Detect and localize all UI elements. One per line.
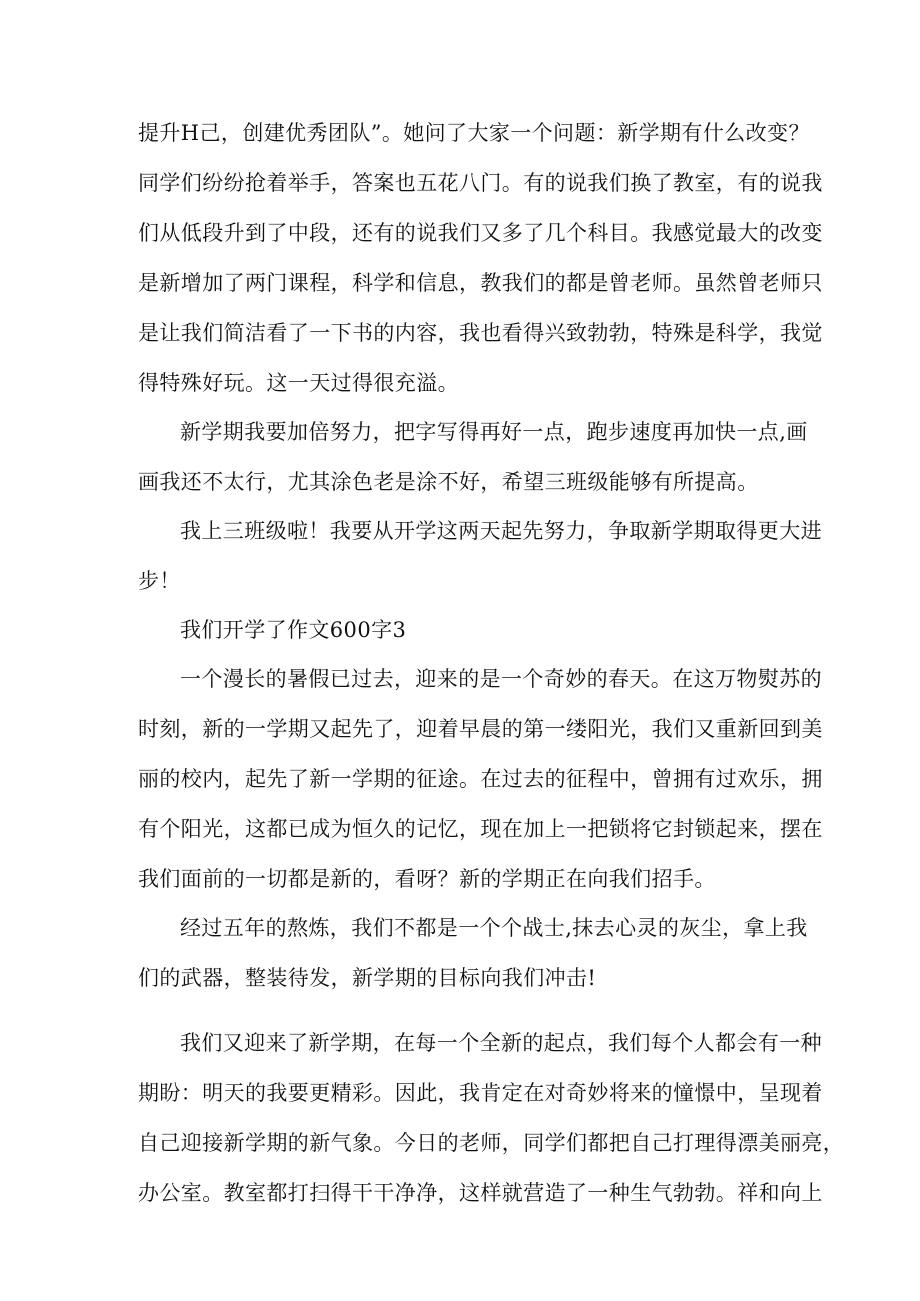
paragraph-4-line-5: 我们面前的一切都是新的，看呀？新的学期正在向我们招手。 — [138, 867, 716, 891]
paragraph-6-line-4: 办公室。教室都打扫得干干净净，这样就营造了一种生气勃勃。祥和向上 — [138, 1181, 823, 1205]
paragraph-4-line-2: 时刻，新的一学期又起先了，迎着早晨的第一缕阳光，我们又重新回到美 — [138, 717, 823, 741]
paragraph-1-line-3: 们从低段升到了中段，还有的说我们又多了几个科目。我感觉最大的改变 — [138, 221, 823, 245]
paragraph-2-line-2: 画我还不太行，尤其涂色老是涂不好，希望三班级能够有所提高。 — [138, 470, 759, 494]
paragraph-6-line-1: 我们又迎来了新学期，在每一个全新的起点，我们每个人都会有一种 — [180, 1031, 822, 1055]
paragraph-4-line-4: 有个阳光，这都已成为恒久的记忆，现在加上一把锁将它封锁起来，摆在 — [138, 817, 823, 841]
paragraph-5-line-2: 们的武器，整装待发，新学期的目标向我们冲击! — [138, 966, 597, 990]
paragraph-1-line-1: 提升H己，创建优秀团队”。她问了大家一个问题：新学期有什么改变？ — [138, 121, 810, 145]
paragraph-5-line-1: 经过五年的熬炼，我们不都是一个个战士,抹去心灵的灰尘，拿上我 — [180, 916, 808, 940]
paragraph-1-line-5: 是让我们简洁看了一下书的内容，我也看得兴致勃勃，特殊是科学，我觉 — [138, 321, 823, 345]
section-heading: 我们开学了作文600字3 — [180, 618, 407, 642]
paragraph-3-line-1: 我上三班级啦！我要从开学这两天起先努力，争取新学期取得更大进 — [180, 519, 822, 543]
paragraph-4-line-1: 一个漫长的暑假已过去，迎来的是一个奇妙的春天。在这万物熨苏的 — [180, 667, 822, 691]
paragraph-1-line-6: 得特殊好玩。这一天过得很充溢。 — [138, 371, 459, 395]
paragraph-1-line-4: 是新增加了两门课程，科学和信息，教我们的都是曾老师。虽然曾老师只 — [138, 271, 823, 295]
paragraph-3-line-2: 步！ — [138, 569, 181, 593]
paragraph-6-line-2: 期盼：明天的我要更精彩。因此，我肯定在对奇妙将来的憧憬中，呈现着 — [138, 1081, 823, 1105]
paragraph-1-line-2: 同学们纷纷抢着举手，答案也五花八门。有的说我们换了教室，有的说我 — [138, 171, 823, 195]
paragraph-4-line-3: 丽的校内，起先了新一学期的征途。在过去的征程中，曾拥有过欢乐，拥 — [138, 767, 823, 791]
paragraph-6-line-3: 自己迎接新学期的新气象。今日的老师，同学们都把自己打理得漂美丽亮， — [138, 1131, 845, 1155]
paragraph-2-line-1: 新学期我要加倍努力，把字写得再好一点，跑步速度再加快一点,画 — [180, 420, 808, 444]
